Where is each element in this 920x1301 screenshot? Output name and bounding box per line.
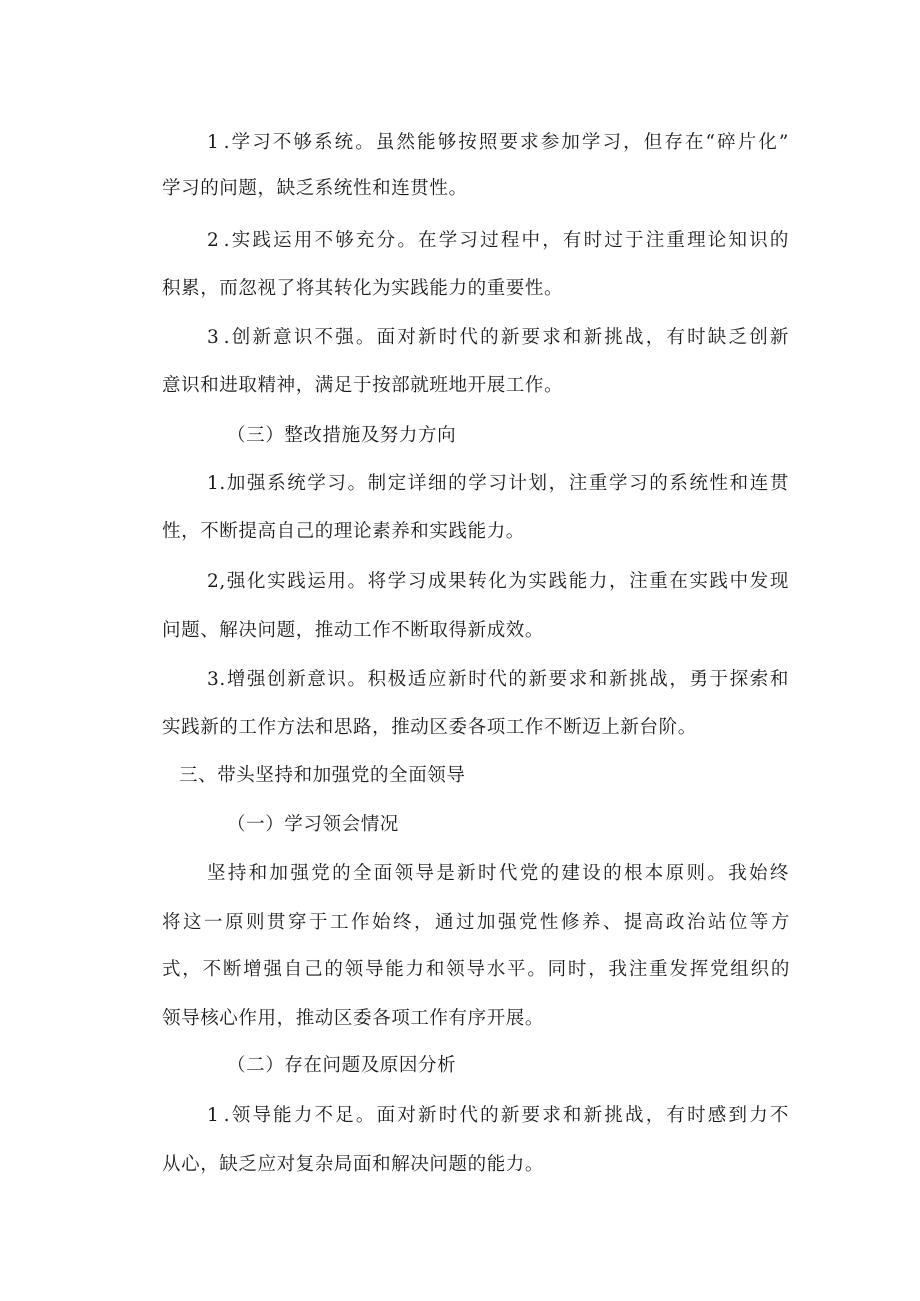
para-line-2: 学习的问题，缺乏系统性和连贯性。 <box>162 178 468 199</box>
section-heading-problems: （二）存在问题及原因分析 <box>227 1055 457 1076</box>
para-line-6: 意识和进取精神，满足于按部就班地开展工作。 <box>162 375 564 396</box>
para-line-17: 1 .领导能力不足。面对新时代的新要求和新挑战，有时感到力不 <box>207 1105 789 1126</box>
para-line-1: 1 .学习不够系统。虽然能够按照要求参加学习，但存在“碎片化” <box>207 132 789 153</box>
para-line-8: 性，不断提高自己的理论素养和实践能力。 <box>162 521 525 542</box>
para-line-10: 问题、解决问题，推动工作不断取得新成效。 <box>162 620 545 641</box>
para-line-5: 3 .创新意识不强。面对新时代的新要求和新挑战，有时缺乏创新 <box>207 327 789 348</box>
para-line-14: 将这一原则贯穿于工作始终，通过加强党性修养、提高政治站位等方 <box>162 912 790 933</box>
para-line-9: 2,强化实践运用。将学习成果转化为实践能力，注重在实践中发现 <box>207 571 789 592</box>
chapter-heading-leadership: 三、带头坚持和加强党的全面领导 <box>179 765 466 786</box>
section-heading-rectification: （三）整改措施及努力方向 <box>227 425 457 446</box>
para-line-15: 式，不断增强自己的领导能力和领导水平。同时，我注重发挥党组织的 <box>162 959 790 980</box>
para-line-7: 1.加强系统学习。制定详细的学习计划，注重学习的系统性和连贯 <box>207 473 789 494</box>
section-heading-study: （一）学习领会情况 <box>227 814 399 835</box>
para-line-13: 坚持和加强党的全面领导是新时代党的建设的根本原则。我始终 <box>207 863 789 884</box>
para-line-11: 3.增强创新意识。积极适应新时代的新要求和新挑战，勇于探索和 <box>207 669 789 690</box>
para-line-4: 积累，而忽视了将其转化为实践能力的重要性。 <box>162 278 564 299</box>
para-line-12: 实践新的工作方法和思路，推动区委各项工作不断迈上新台阶。 <box>162 717 697 738</box>
para-line-16: 领导核心作用，推动区委各项工作有序开展。 <box>162 1008 545 1029</box>
para-line-3: 2 .实践运用不够充分。在学习过程中，有时过于注重理论知识的 <box>207 230 789 251</box>
para-line-18: 从心，缺乏应对复杂局面和解决问题的能力。 <box>162 1154 545 1175</box>
